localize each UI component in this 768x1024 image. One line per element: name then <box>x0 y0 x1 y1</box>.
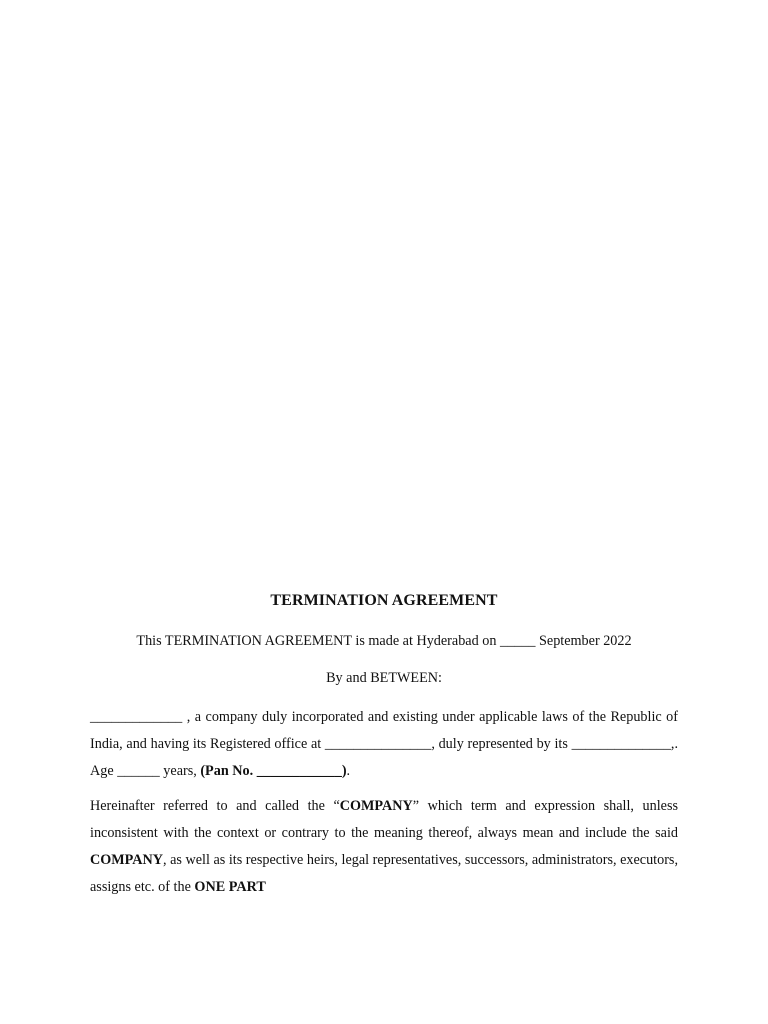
party-text-5: . <box>346 763 351 779</box>
document-title: TERMINATION AGREEMENT <box>270 592 498 609</box>
party-paragraph <box>90 704 678 785</box>
one-part: ONE PART <box>194 879 266 895</box>
party-text-4: years, <box>159 763 201 779</box>
age-blank: ______ <box>117 763 160 779</box>
intro-date-text: September 2022 <box>535 633 632 649</box>
party-text-2: , duly represented by its <box>431 736 572 752</box>
pan-number <box>200 763 346 779</box>
company-term-2: COMPANY <box>90 852 164 868</box>
company-paragraph <box>90 793 678 901</box>
between-line: By and BETWEEN: <box>326 670 442 686</box>
pan-blank: ____________ <box>256 763 342 779</box>
party-text-1: , a company duly incorporated and existing under applicable laws of the Republic of India, and having its Registered office at <box>90 709 678 752</box>
pan-label: (Pan No. <box>200 763 257 779</box>
representative-blank: ______________ <box>571 736 671 752</box>
date-blank: _____ <box>499 633 536 649</box>
party-text-3: ,. Age <box>90 736 679 779</box>
company-text-1: Hereinafter referred to and called the “ <box>90 798 340 814</box>
intro-line <box>0 633 768 650</box>
intro-text: This TERMINATION AGREEMENT is made at Hyderabad on <box>136 633 500 649</box>
company-term-1: COMPANY <box>339 798 413 814</box>
company-text-3: , as well as its respective heirs, legal representatives, successors, administrators, executors, assigns etc. of the <box>90 852 678 895</box>
pan-close: ) <box>341 763 347 779</box>
company-text-2: ” which term and expression shall, unless inconsistent with the context or contrary to the meaning thereof, always mean and include the said <box>90 798 678 841</box>
company-name-blank: _____________ <box>90 709 183 725</box>
office-blank: _______________ <box>324 736 432 752</box>
